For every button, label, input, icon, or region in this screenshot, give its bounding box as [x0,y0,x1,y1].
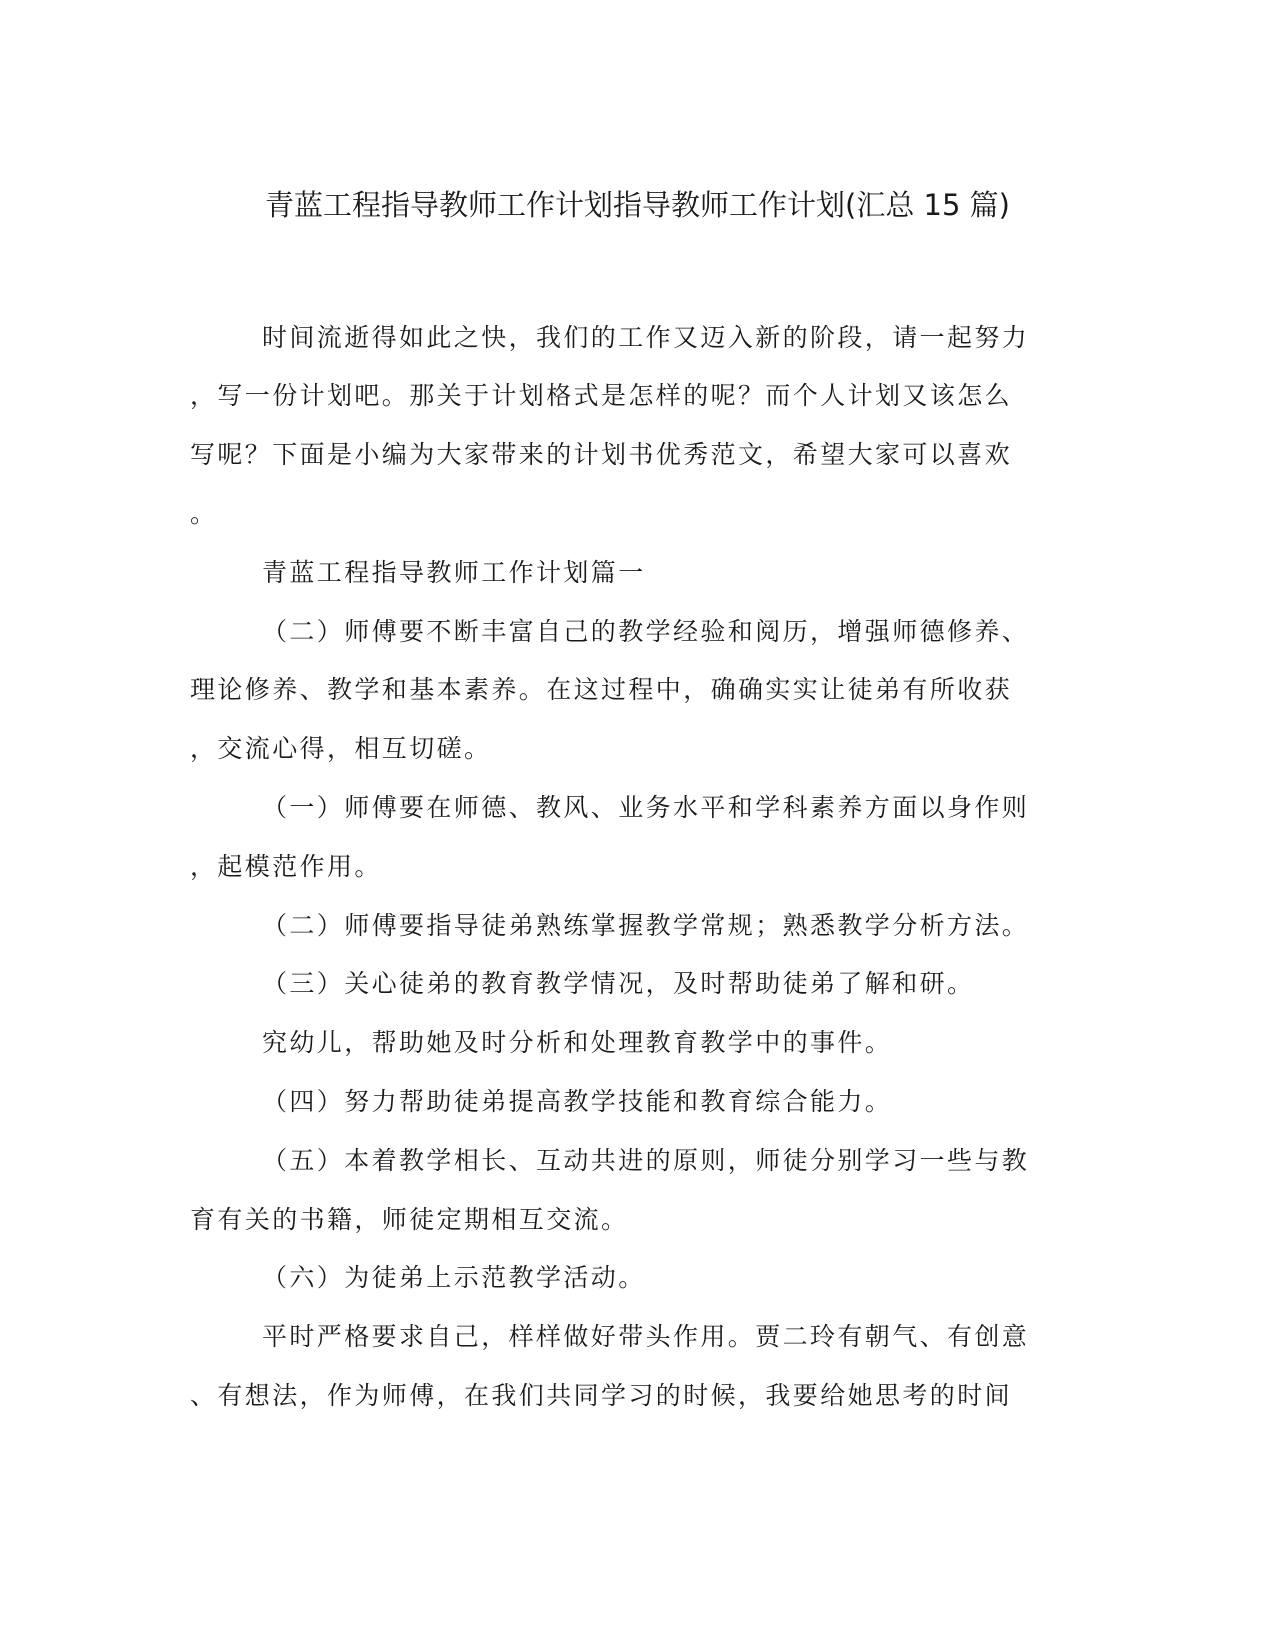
paragraph-line: ，写一份计划吧。那关于计划格式是怎样的呢？而个人计划又该怎么 [190,381,1013,410]
paragraph-line: 写呢？下面是小编为大家带来的计划书优秀范文，希望大家可以喜欢 [190,440,1013,469]
paragraph-line: （五）本着教学相长、互动共进的原则，师徒分别学习一些与教 [262,1146,1030,1175]
paragraph-line: ，交流心得，相互切磋。 [190,734,492,763]
paragraph-line: 时间流逝得如此之快，我们的工作又迈入新的阶段，请一起努力 [262,323,1030,352]
paragraph-line: （六）为徒弟上示范教学活动。 [262,1263,646,1292]
paragraph-line: （四）努力帮助徒弟提高教学技能和教育综合能力。 [262,1087,893,1116]
paragraph-line: （三）关心徒弟的教育教学情况，及时帮助徒弟了解和研。 [262,969,975,998]
paragraph-line: ，起模范作用。 [190,852,382,881]
paragraph-line: 。 [190,499,218,528]
document-title: 青蓝工程指导教师工作计划指导教师工作计划(汇总 15 篇) [265,188,1010,222]
paragraph-line: 育有关的书籍，师徒定期相互交流。 [190,1205,629,1234]
section-heading: 青蓝工程指导教师工作计划篇一 [262,558,646,587]
paragraph-line: 、有想法，作为师傅，在我们共同学习的时候，我要给她思考的时间 [190,1381,1013,1410]
paragraph-line: （二）师傅要不断丰富自己的教学经验和阅历，增强师德修养、 [262,617,1030,646]
paragraph-line: 理论修养、教学和基本素养。在这过程中，确确实实让徒弟有所收获 [190,675,1013,704]
paragraph-line: 究幼儿，帮助她及时分析和处理教育教学中的事件。 [262,1028,893,1057]
paragraph-line: 平时严格要求自己，样样做好带头作用。贾二玲有朝气、有创意 [262,1322,1030,1351]
paragraph-line: （一）师傅要在师德、教风、业务水平和学科素养方面以身作则 [262,793,1030,822]
paragraph-line: （二）师傅要指导徒弟熟练掌握教学常规；熟悉教学分析方法。 [262,911,1030,940]
